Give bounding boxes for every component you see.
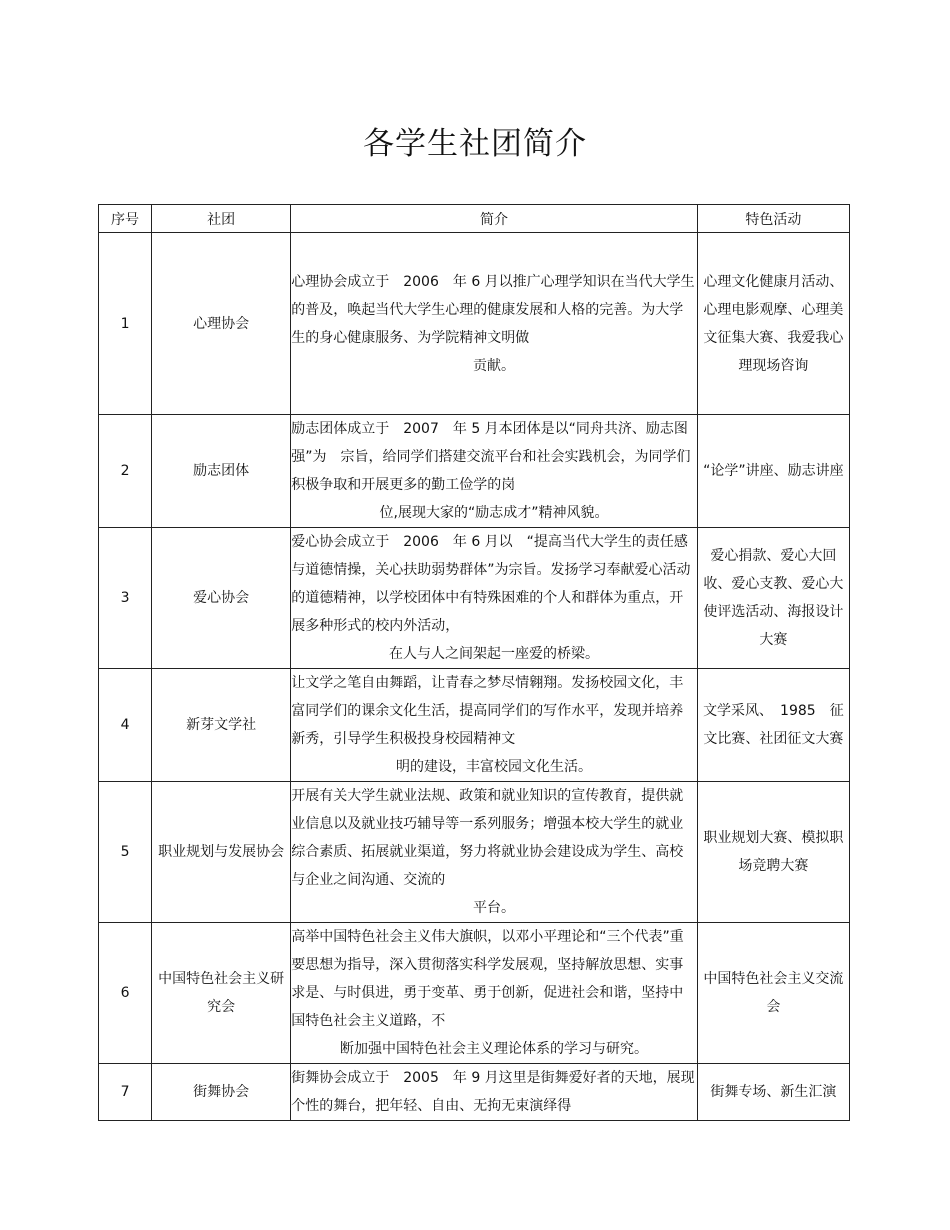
- club-name: 中国特色社会主义研究会: [152, 923, 291, 1064]
- header-no: 序号: [99, 205, 152, 233]
- club-name: 职业规划与发展协会: [152, 782, 291, 923]
- club-activities: 爱心捐款、爱心大回收、爱心支教、爱心大使评选活动、海报设计大赛: [697, 528, 849, 669]
- row-number: 3: [99, 528, 152, 669]
- row-number: 1: [99, 233, 152, 415]
- row-number: 6: [99, 923, 152, 1064]
- club-intro-tail: 贡献。: [473, 357, 515, 374]
- club-intro-text: 高举中国特色社会主义伟大旗帜，以邓小平理论和“三个代表”重要思想为指导，深入贯彻落实科学发展观，坚持解放思想、实事求是、与时俱进，勇于变革、勇于创新，促进社会和谐，坚持中国特色社会主义道路，不: [291, 929, 684, 1029]
- club-intro-tail: 断加强中国特色社会主义理论体系的学习与研究。: [340, 1041, 648, 1057]
- club-intro-text: 爱心协会成立于 2006 年 6 月以 “提高当代大学生的责任感与道德情操，关心扶助弱势群体”为宗旨。发扬学习奉献爱心活动的道德精神，以学校团体中有特殊困难的个人和群体为重点，开展多种形式的校内外活动，: [291, 534, 691, 634]
- club-intro: [291, 669, 698, 782]
- club-intro-text: 街舞协会成立于 2005 年 9 月这里是街舞爱好者的天地，展现个性的舞台，把年轻、自由、无拘无束演绎得: [291, 1070, 695, 1114]
- table-row: [99, 1064, 850, 1121]
- club-intro-text: 励志团体成立于 2007 年 5 月本团体是以“同舟共济、励志图强”为 宗旨，给同学们搭建交流平台和社会实践机会，为同学们积极争取和开展更多的勤工俭学的岗: [291, 421, 691, 493]
- club-activities: 职业规划大赛、模拟职场竞聘大赛: [697, 782, 849, 923]
- club-name: 心理协会: [152, 233, 291, 415]
- club-activities: 中国特色社会主义交流会: [697, 923, 849, 1064]
- table-row: [99, 415, 850, 528]
- club-intro-tail: 在人与人之间架起一座爱的桥梁。: [389, 646, 599, 662]
- club-activities: “论学”讲座、励志讲座: [697, 415, 849, 528]
- table-row: [99, 782, 850, 923]
- table-row: [99, 923, 850, 1064]
- club-activities: 文学采风、 1985 征文比赛、社团征文大赛: [697, 669, 849, 782]
- club-intro: [291, 923, 698, 1064]
- club-intro-tail: 平台。: [473, 900, 515, 916]
- club-intro-text: 让文学之笔自由舞蹈，让青春之梦尽情翱翔。发扬校园文化，丰富同学们的课余文化生活，提高同学们的写作水平，发现并培养新秀，引导学生积极投身校园精神文: [291, 675, 684, 747]
- page-title: 各学生社团简介: [363, 126, 587, 162]
- table-row: [99, 233, 850, 415]
- table-row: [99, 669, 850, 782]
- club-activities: 街舞专场、新生汇演: [697, 1064, 849, 1121]
- row-number: 2: [99, 415, 152, 528]
- row-number: 5: [99, 782, 152, 923]
- club-intro-tail: 位,展现大家的“励志成才”精神风貌。: [379, 505, 609, 521]
- club-intro: [291, 1064, 698, 1121]
- table-header-row: [99, 205, 850, 233]
- club-name: 励志团体: [152, 415, 291, 528]
- club-intro: [291, 528, 698, 669]
- club-intro-text: 开展有关大学生就业法规、政策和就业知识的宣传教育，提供就业信息以及就业技巧辅导等一系列服务；增强本校大学生的就业综合素质、拓展就业渠道，努力将就业协会建设成为学生、高校与企业之间沟通、交流的: [291, 788, 684, 888]
- club-intro: [291, 233, 698, 415]
- table-row: [99, 528, 850, 669]
- row-number: 4: [99, 669, 152, 782]
- club-intro: [291, 782, 698, 923]
- club-activities: 心理文化健康月活动、心理电影观摩、心理美文征集大赛、我爱我心理现场咨询: [697, 233, 849, 415]
- club-intro-tail: 明的建设，丰富校园文化生活。: [396, 759, 592, 775]
- club-name: 新芽文学社: [152, 669, 291, 782]
- club-name: 街舞协会: [152, 1064, 291, 1121]
- club-intro: [291, 415, 698, 528]
- header-name: 社团: [152, 205, 291, 233]
- club-intro-text: 心理协会成立于 2006 年 6 月以推广心理学知识在当代大学生的普及，唤起当代大学生心理的健康发展和人格的完善。为大学生的身心健康服务、为学院精神文明做: [291, 273, 695, 346]
- header-intro: 简介: [291, 205, 698, 233]
- header-activities: 特色活动: [697, 205, 849, 233]
- club-name: 爱心协会: [152, 528, 291, 669]
- clubs-table: [98, 204, 850, 1121]
- row-number: 7: [99, 1064, 152, 1121]
